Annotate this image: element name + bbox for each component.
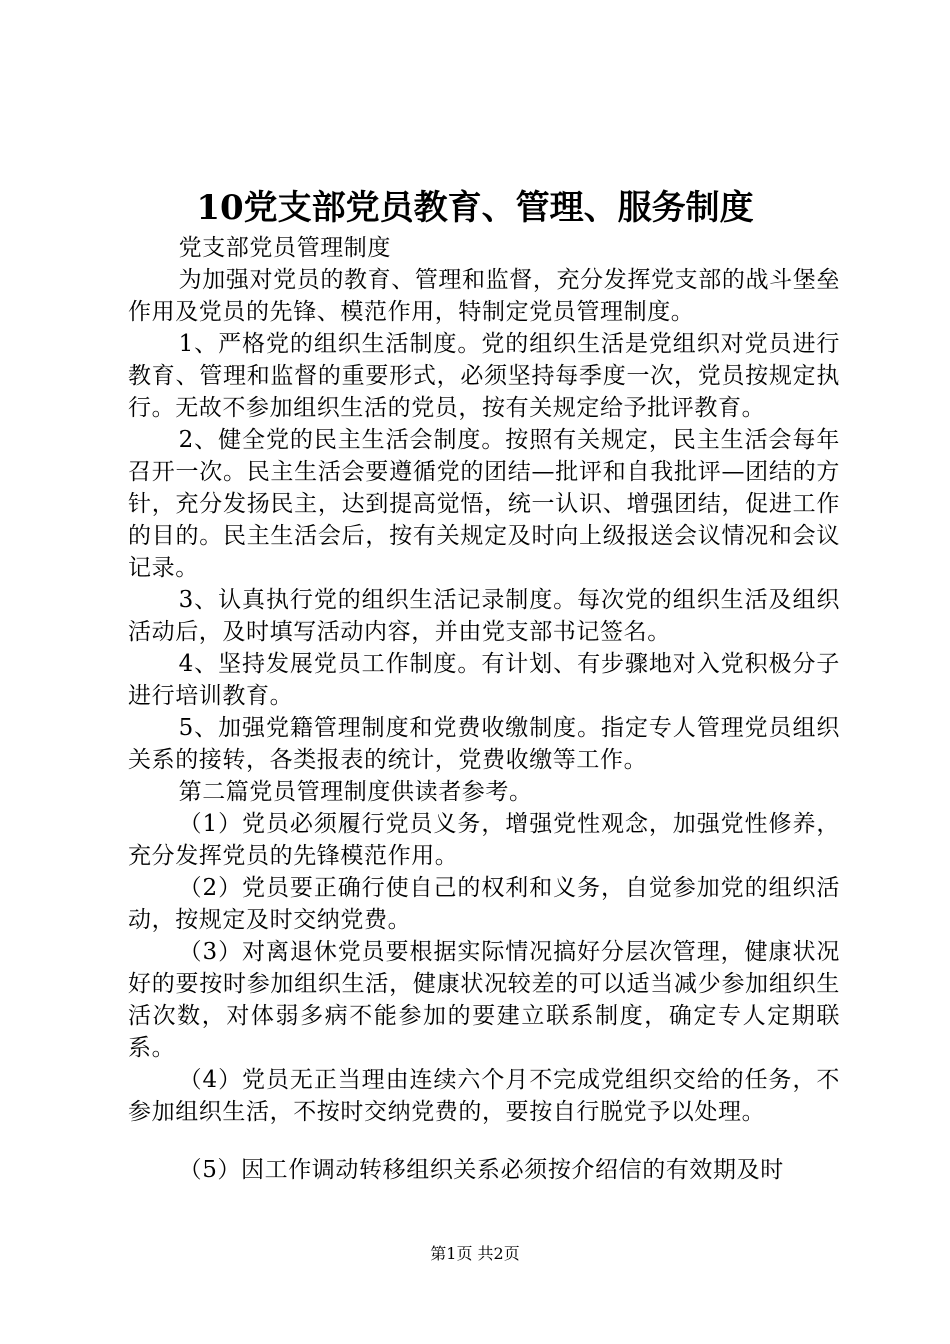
item-4-paragraph: （4）党员无正当理由连续六个月不完成党组织交给的任务，不参加组织生活，不按时交纳党费的，要按自行脱党予以处理。 bbox=[128, 1067, 840, 1125]
second-section-heading: 第二篇党员管理制度供读者参考。 bbox=[178, 779, 533, 805]
item-3-paragraph: （3）对离退休党员要根据实际情况搞好分层次管理，健康状况好的要按时参加组织生活，健康状况较差的可以适当减少参加组织生活次数，对体弱多病不能参加的要建立联系制度，确定专人定期联系。 bbox=[128, 939, 840, 1061]
item-5-paragraph: （5）因工作调动转移组织关系必须按介绍信的有效期及时 bbox=[178, 1157, 784, 1183]
rule-4-paragraph: 4、坚持发展党员工作制度。有计划、有步骤地对入党积极分子进行培训教育。 bbox=[128, 651, 840, 709]
section-heading: 党支部党员管理制度 bbox=[178, 235, 391, 261]
rule-2-paragraph: 2、健全党的民主生活会制度。按照有关规定，民主生活会每年召开一次。民主生活会要遵循党的团结—批评和自我批评—团结的方针，充分发扬民主，达到提高觉悟，统一认识、增强团结，促进工作的目的。民主生活会后，按有关规定及时向上级报送会议情况和会议记录。 bbox=[128, 427, 840, 581]
item-2-paragraph: （2）党员要正确行使自己的权利和义务，自觉参加党的组织活动，按规定及时交纳党费。 bbox=[128, 875, 840, 933]
rule-5-paragraph: 5、加强党籍管理制度和党费收缴制度。指定专人管理党员组织关系的接转，各类报表的统计，党费收缴等工作。 bbox=[128, 715, 840, 773]
page-number-footer: 第1页 共2页 bbox=[430, 1244, 520, 1263]
intro-paragraph: 为加强对党员的教育、管理和监督，充分发挥党支部的战斗堡垒作用及党员的先锋、模范作用，特制定党员管理制度。 bbox=[128, 267, 840, 325]
document-body bbox=[128, 232, 840, 1186]
rule-3-paragraph: 3、认真执行党的组织生活记录制度。每次党的组织生活及组织活动后，及时填写活动内容，并由党支部书记签名。 bbox=[128, 587, 840, 645]
document-title: 10党支部党员教育、管理、服务制度 bbox=[196, 188, 754, 228]
rule-1-paragraph: 1、严格党的组织生活制度。党的组织生活是党组织对党员进行教育、管理和监督的重要形式，必须坚持每季度一次，党员按规定执行。无故不参加组织生活的党员，按有关规定给予批评教育。 bbox=[128, 331, 840, 421]
item-1-paragraph: （1）党员必须履行党员义务，增强党性观念，加强党性修养，充分发挥党员的先锋模范作用。 bbox=[128, 811, 840, 869]
